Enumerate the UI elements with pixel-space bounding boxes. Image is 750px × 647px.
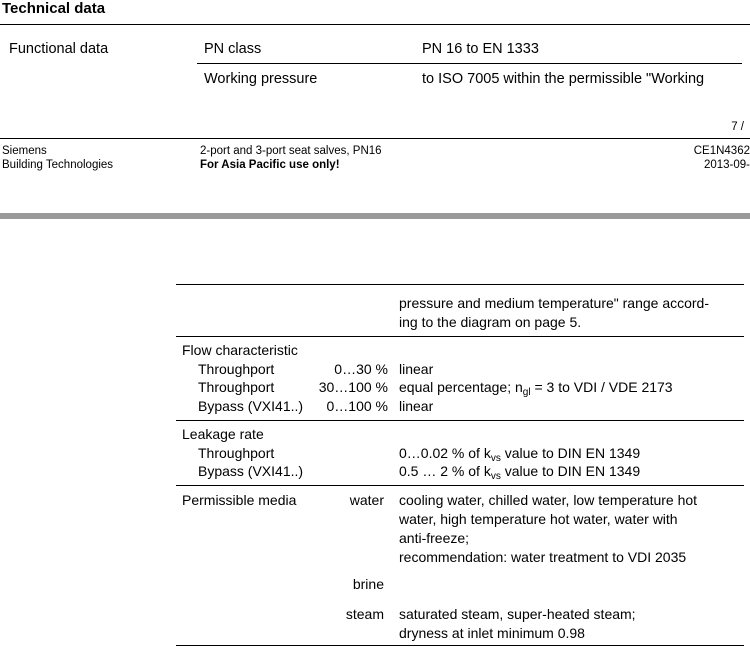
flow-row-name: Bypass (VXI41..) [198, 398, 304, 414]
title-rule [0, 24, 750, 25]
footer-company-line2: Building Technologies [2, 159, 114, 171]
media-steam-line: dryness at inlet minimum 0.98 [399, 625, 585, 641]
flow-row-range: 0…100 % [326, 398, 388, 414]
continued-text-line2: ing to the diagram on page 5. [399, 314, 582, 330]
flow-row-value: equal percentage; $n_{gl} = 3$ to VDI / VDE 2173 [399, 379, 673, 398]
table-bottom-rule [176, 645, 744, 646]
media-steam-line: saturated steam, super-heated steam; [399, 606, 636, 622]
media-water-line: cooling water, chilled water, low temperature hot [399, 492, 698, 508]
flow-row-range: 0…30 % [334, 361, 388, 377]
media-brine-label: brine [352, 576, 384, 592]
flow-row-value: linear [399, 361, 434, 377]
footer-doc-id: CE1N4362 [693, 145, 750, 157]
table-divider [176, 336, 744, 337]
media-water-line: anti-freeze; [399, 530, 470, 546]
page-separator [0, 213, 750, 219]
working-pressure-value: to ISO 7005 within the permissible "Working [422, 71, 705, 87]
media-water-label: water [349, 492, 384, 508]
leakage-row-value: 0…0.02 % of $k_{vs}$ value to DIN EN 1349 [399, 445, 641, 464]
media-steam-label: steam [345, 606, 384, 622]
footer-rule [0, 138, 750, 139]
leakage-rate-heading: Leakage rate [182, 426, 264, 442]
permissible-media-heading: Permissible media [182, 492, 297, 508]
table-divider [176, 485, 744, 486]
functional-data-heading: Functional data [9, 41, 109, 57]
flow-row-name: Throughport [198, 361, 275, 377]
working-pressure-label: Working pressure [204, 71, 318, 87]
leakage-row-name: Throughport [198, 445, 275, 461]
media-water-line: recommendation: water treatment to VDI 2035 [399, 549, 687, 565]
pn-class-label: PN class [204, 41, 262, 57]
table-top-rule [176, 284, 744, 285]
footer-date: 2013-09- [703, 159, 750, 171]
table-divider [176, 420, 744, 421]
footer-product-line2: For Asia Pacific use only! [200, 159, 340, 171]
continued-text-line1: pressure and medium temperature" range accord- [399, 295, 710, 311]
pn-class-value: PN 16 to EN 1333 [422, 41, 539, 57]
footer-product-line1: 2-port and 3-port seat salves, PN16 [200, 145, 382, 157]
page-number: 7 / [731, 121, 744, 133]
leakage-row-value: 0.5 … 2 % of $k_{vs}$ value to DIN EN 1349 [399, 463, 641, 482]
flow-row-range: 30…100 % [318, 379, 388, 395]
media-water-line: water, high temperature hot water, water with [399, 511, 678, 527]
row-divider [197, 63, 742, 64]
footer-company-line1: Siemens [2, 145, 47, 157]
flow-characteristic-heading: Flow characteristic [182, 342, 298, 358]
flow-row-name: Throughport [198, 379, 275, 395]
section-title: Technical data [2, 0, 106, 17]
flow-row-value: linear [399, 398, 434, 414]
leakage-row-name: Bypass (VXI41..) [198, 463, 304, 479]
